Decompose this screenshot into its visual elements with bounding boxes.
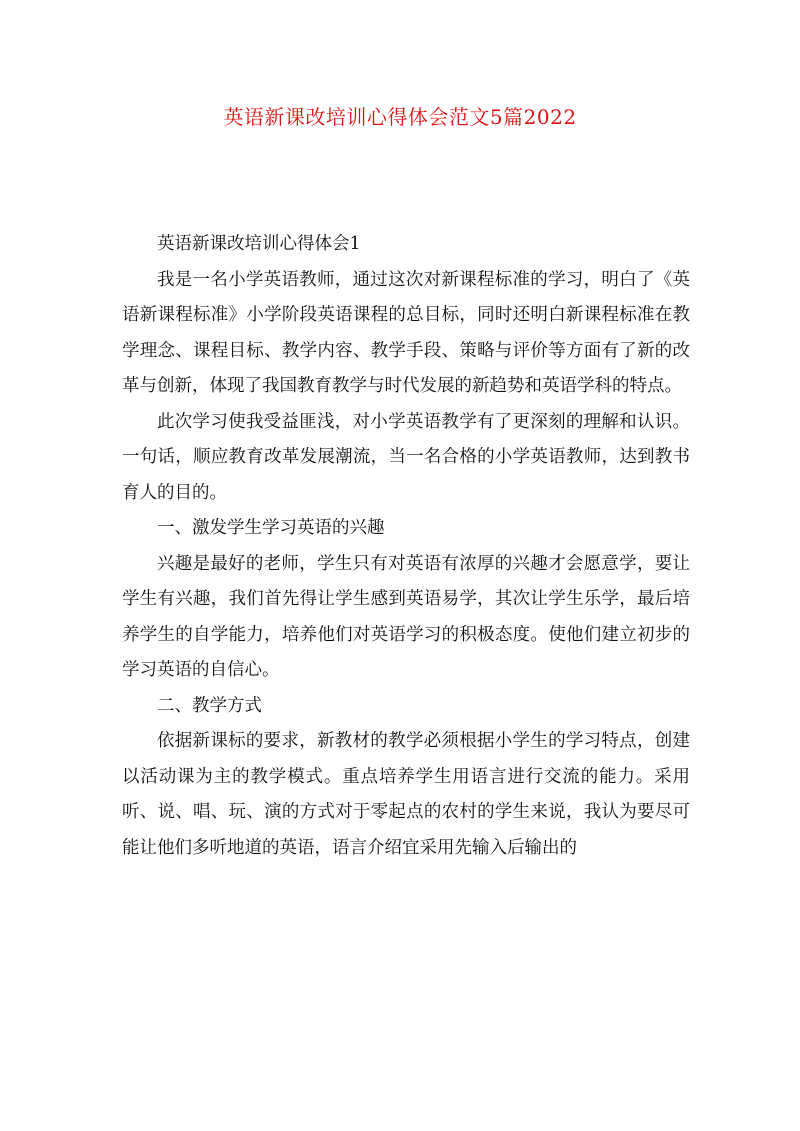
- document-title: 英语新课改培训心得体会范文5篇2022: [223, 105, 577, 129]
- section-heading-interest: 一、激发学生学习英语的兴趣: [157, 518, 385, 538]
- paragraph-interest: 兴趣是最好的老师，学生只有对英语有浓厚的兴趣才会愿意学，要让学生有兴趣，我们首先得让学生感到英语易学，其次让学生乐学，最后培养学生的自学能力，培养他们对英语学习的积极态度。使他们建立初步的学习英语的自信心。: [122, 553, 690, 680]
- paragraph-teaching-method: 依据新课标的要求，新教材的教学必须根据小学生的学习特点，创建以活动课为主的教学模式。重点培养学生用语言进行交流的能力。采用听、说、唱、玩、演的方式对于零起点的农村的学生来说，我认为要尽可能让他们多听地道的英语，语言介绍宜采用先输入后输出的: [122, 731, 690, 858]
- paragraph-reflection: 此次学习使我受益匪浅，对小学英语教学有了更深刻的理解和认识。一句话，顺应教育改革发展潮流，当一名合格的小学英语教师，达到教书育人的目的。: [122, 411, 690, 503]
- document-body: [122, 227, 690, 866]
- paragraph-intro: 我是一名小学英语教师，通过这次对新课程标准的学习，明白了《英语新课程标准》小学阶段英语课程的总目标，同时还明白新课程标准在教学理念、课程目标、教学内容、教学手段、策略与评价等方面有了新的改革与创新，体现了我国教育教学与时代发展的新趋势和英语学科的特点。: [122, 269, 690, 396]
- article-subtitle: 英语新课改培训心得体会1: [157, 234, 361, 254]
- section-heading-teaching-method: 二、教学方式: [157, 695, 262, 716]
